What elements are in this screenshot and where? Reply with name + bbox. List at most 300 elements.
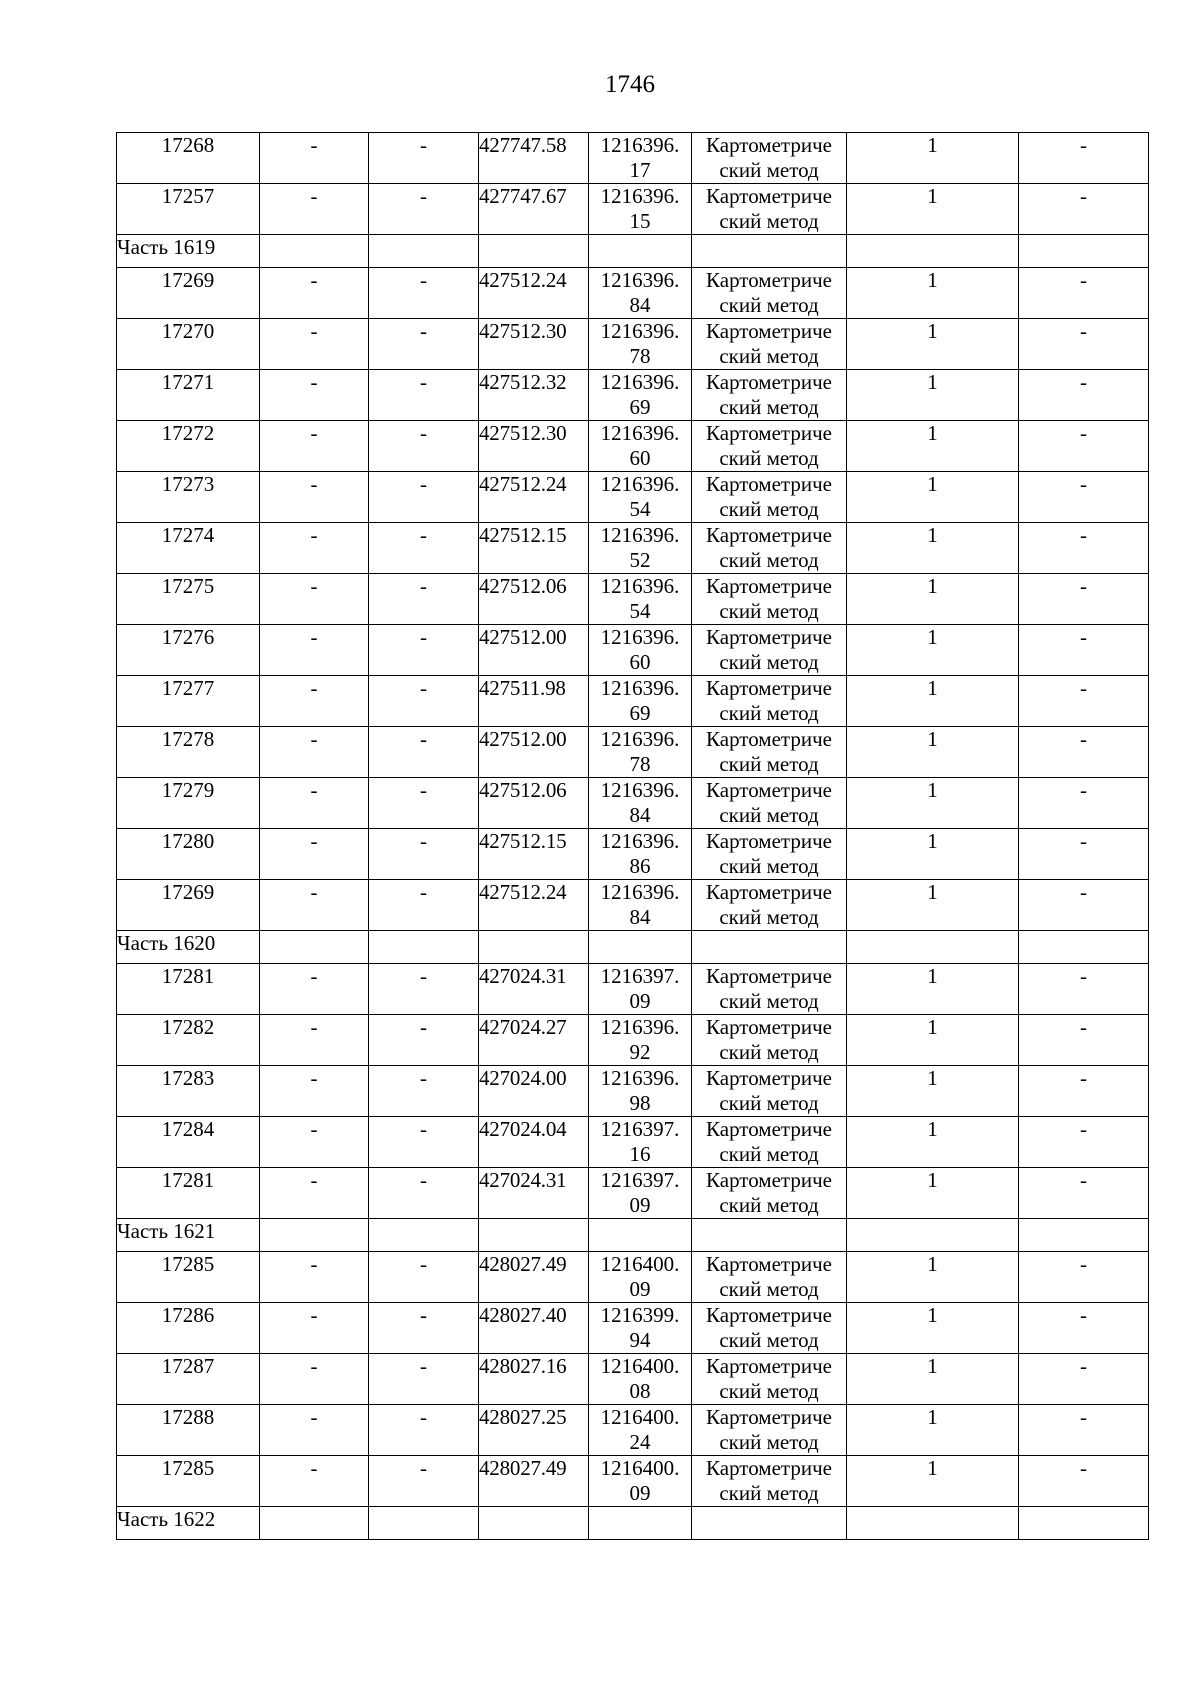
description-cell: - — [1019, 1066, 1149, 1117]
accuracy-cell: 1 — [847, 268, 1019, 319]
method-line2: ский метод — [719, 548, 819, 572]
y-coordinate-part1: 1216396. — [600, 727, 680, 751]
accuracy-cell: 1 — [847, 319, 1019, 370]
table-row — [117, 1252, 1149, 1303]
method-line1: Картометриче — [706, 1015, 832, 1039]
method-line2: ский метод — [719, 1379, 819, 1403]
point-number-cell: 17257 — [117, 184, 260, 235]
accuracy-cell: 1 — [847, 1252, 1019, 1303]
method-line1: Картометриче — [706, 778, 832, 802]
x-coordinate-cell: 428027.16 — [479, 1354, 589, 1405]
empty-cell — [479, 235, 589, 268]
x-coordinate-cell: 428027.40 — [479, 1303, 589, 1354]
table-row — [117, 1168, 1149, 1219]
y-coordinate-part2: 84 — [629, 803, 651, 827]
method-line1: Картометриче — [706, 574, 832, 598]
empty-cell — [589, 931, 692, 964]
description-cell: - — [1019, 625, 1149, 676]
old-y-cell: - — [369, 1015, 479, 1066]
method-cell — [692, 1117, 847, 1168]
method-line2: ский метод — [719, 344, 819, 368]
empty-cell — [369, 1219, 479, 1252]
table-row — [117, 880, 1149, 931]
table-row — [117, 1405, 1149, 1456]
y-coordinate-part2: 98 — [629, 1091, 651, 1115]
point-number-cell: 17284 — [117, 1117, 260, 1168]
method-line2: ский метод — [719, 1040, 819, 1064]
method-line1: Картометриче — [706, 964, 832, 988]
method-cell — [692, 1168, 847, 1219]
section-label: Часть 1619 — [117, 235, 260, 268]
method-line2: ский метод — [719, 395, 819, 419]
y-coordinate-cell — [589, 523, 692, 574]
method-line1: Картометриче — [706, 1354, 832, 1378]
accuracy-cell: 1 — [847, 574, 1019, 625]
y-coordinate-part1: 1216396. — [600, 523, 680, 547]
empty-cell — [260, 1219, 369, 1252]
section-header-row — [117, 1507, 1149, 1540]
empty-cell — [692, 1507, 847, 1540]
y-coordinate-part1: 1216396. — [600, 268, 680, 292]
old-x-cell: - — [260, 625, 369, 676]
method-line2: ский метод — [719, 1193, 819, 1217]
point-number-cell: 17285 — [117, 1456, 260, 1507]
old-y-cell: - — [369, 727, 479, 778]
description-cell: - — [1019, 370, 1149, 421]
y-coordinate-part1: 1216396. — [600, 472, 680, 496]
y-coordinate-part1: 1216396. — [600, 625, 680, 649]
table-row — [117, 1456, 1149, 1507]
method-cell — [692, 1405, 847, 1456]
y-coordinate-part1: 1216397. — [600, 1168, 680, 1192]
old-y-cell: - — [369, 574, 479, 625]
x-coordinate-cell: 427512.24 — [479, 268, 589, 319]
y-coordinate-part2: 69 — [629, 395, 651, 419]
y-coordinate-cell — [589, 727, 692, 778]
method-cell — [692, 319, 847, 370]
accuracy-cell: 1 — [847, 727, 1019, 778]
old-x-cell: - — [260, 1015, 369, 1066]
method-cell — [692, 523, 847, 574]
y-coordinate-part1: 1216400. — [600, 1354, 680, 1378]
y-coordinate-cell — [589, 268, 692, 319]
point-number-cell: 17287 — [117, 1354, 260, 1405]
method-cell — [692, 880, 847, 931]
old-x-cell: - — [260, 727, 369, 778]
x-coordinate-cell: 427024.00 — [479, 1066, 589, 1117]
empty-cell — [692, 235, 847, 268]
point-number-cell: 17271 — [117, 370, 260, 421]
y-coordinate-part2: 09 — [629, 1193, 651, 1217]
method-cell — [692, 133, 847, 184]
y-coordinate-part1: 1216396. — [600, 574, 680, 598]
y-coordinate-cell — [589, 1168, 692, 1219]
description-cell: - — [1019, 1117, 1149, 1168]
table-row — [117, 964, 1149, 1015]
section-header-row — [117, 235, 1149, 268]
method-line2: ский метод — [719, 1091, 819, 1115]
table-row — [117, 133, 1149, 184]
method-cell — [692, 184, 847, 235]
y-coordinate-part2: 92 — [629, 1040, 651, 1064]
method-line2: ский метод — [719, 854, 819, 878]
y-coordinate-part2: 84 — [629, 905, 651, 929]
empty-cell — [1019, 931, 1149, 964]
accuracy-cell: 1 — [847, 778, 1019, 829]
method-line1: Картометриче — [706, 1252, 832, 1276]
method-cell — [692, 1252, 847, 1303]
y-coordinate-part2: 69 — [629, 701, 651, 725]
description-cell: - — [1019, 1354, 1149, 1405]
y-coordinate-part2: 52 — [629, 548, 651, 572]
y-coordinate-cell — [589, 421, 692, 472]
empty-cell — [1019, 1219, 1149, 1252]
empty-cell — [479, 931, 589, 964]
point-number-cell: 17281 — [117, 1168, 260, 1219]
old-x-cell: - — [260, 370, 369, 421]
accuracy-cell: 1 — [847, 829, 1019, 880]
accuracy-cell: 1 — [847, 1354, 1019, 1405]
old-y-cell: - — [369, 1354, 479, 1405]
old-y-cell: - — [369, 268, 479, 319]
method-line1: Картометриче — [706, 472, 832, 496]
method-line1: Картометриче — [706, 727, 832, 751]
y-coordinate-part1: 1216396. — [600, 1066, 680, 1090]
y-coordinate-part2: 54 — [629, 599, 651, 623]
y-coordinate-cell — [589, 1066, 692, 1117]
y-coordinate-part2: 60 — [629, 650, 651, 674]
method-line2: ский метод — [719, 1142, 819, 1166]
description-cell: - — [1019, 268, 1149, 319]
description-cell: - — [1019, 1405, 1149, 1456]
method-line1: Картометриче — [706, 523, 832, 547]
y-coordinate-cell — [589, 829, 692, 880]
table-row — [117, 1303, 1149, 1354]
empty-cell — [260, 1507, 369, 1540]
old-y-cell: - — [369, 1066, 479, 1117]
y-coordinate-part1: 1216396. — [600, 133, 680, 157]
accuracy-cell: 1 — [847, 472, 1019, 523]
old-x-cell: - — [260, 880, 369, 931]
method-cell — [692, 1456, 847, 1507]
method-cell — [692, 268, 847, 319]
method-line2: ский метод — [719, 650, 819, 674]
point-number-cell: 17268 — [117, 133, 260, 184]
method-line2: ский метод — [719, 989, 819, 1013]
y-coordinate-part2: 24 — [629, 1430, 651, 1454]
y-coordinate-cell — [589, 133, 692, 184]
accuracy-cell: 1 — [847, 421, 1019, 472]
x-coordinate-cell: 427024.31 — [479, 964, 589, 1015]
accuracy-cell: 1 — [847, 1405, 1019, 1456]
point-number-cell: 17277 — [117, 676, 260, 727]
y-coordinate-part2: 16 — [629, 1142, 651, 1166]
description-cell: - — [1019, 133, 1149, 184]
old-x-cell: - — [260, 523, 369, 574]
method-line1: Картометриче — [706, 625, 832, 649]
old-x-cell: - — [260, 676, 369, 727]
accuracy-cell: 1 — [847, 1168, 1019, 1219]
accuracy-cell: 1 — [847, 370, 1019, 421]
point-number-cell: 17279 — [117, 778, 260, 829]
old-x-cell: - — [260, 1168, 369, 1219]
method-line2: ский метод — [719, 158, 819, 182]
description-cell: - — [1019, 421, 1149, 472]
empty-cell — [1019, 235, 1149, 268]
old-x-cell: - — [260, 1354, 369, 1405]
method-cell — [692, 574, 847, 625]
x-coordinate-cell: 427512.06 — [479, 778, 589, 829]
description-cell: - — [1019, 880, 1149, 931]
method-line1: Картометриче — [706, 421, 832, 445]
empty-cell — [692, 1219, 847, 1252]
old-y-cell: - — [369, 880, 479, 931]
old-y-cell: - — [369, 1252, 479, 1303]
table-row — [117, 319, 1149, 370]
old-y-cell: - — [369, 133, 479, 184]
description-cell: - — [1019, 727, 1149, 778]
y-coordinate-cell — [589, 1354, 692, 1405]
x-coordinate-cell: 427747.67 — [479, 184, 589, 235]
section-label: Часть 1620 — [117, 931, 260, 964]
y-coordinate-part2: 86 — [629, 854, 651, 878]
x-coordinate-cell: 427512.00 — [479, 625, 589, 676]
method-line1: Картометриче — [706, 319, 832, 343]
old-x-cell: - — [260, 964, 369, 1015]
old-x-cell: - — [260, 319, 369, 370]
accuracy-cell: 1 — [847, 676, 1019, 727]
table-row — [117, 778, 1149, 829]
method-line2: ский метод — [719, 446, 819, 470]
method-cell — [692, 1015, 847, 1066]
point-number-cell: 17283 — [117, 1066, 260, 1117]
description-cell: - — [1019, 319, 1149, 370]
old-y-cell: - — [369, 319, 479, 370]
empty-cell — [479, 1219, 589, 1252]
method-line1: Картометриче — [706, 370, 832, 394]
method-line1: Картометриче — [706, 1456, 832, 1480]
old-x-cell: - — [260, 574, 369, 625]
y-coordinate-part1: 1216396. — [600, 421, 680, 445]
old-x-cell: - — [260, 1117, 369, 1168]
y-coordinate-part2: 09 — [629, 989, 651, 1013]
y-coordinate-part2: 17 — [629, 158, 651, 182]
y-coordinate-part2: 09 — [629, 1277, 651, 1301]
table-row — [117, 472, 1149, 523]
point-number-cell: 17288 — [117, 1405, 260, 1456]
method-cell — [692, 727, 847, 778]
point-number-cell: 17275 — [117, 574, 260, 625]
method-cell — [692, 829, 847, 880]
description-cell: - — [1019, 1252, 1149, 1303]
method-cell — [692, 1066, 847, 1117]
accuracy-cell: 1 — [847, 880, 1019, 931]
description-cell: - — [1019, 1303, 1149, 1354]
y-coordinate-part1: 1216396. — [600, 880, 680, 904]
method-cell — [692, 1303, 847, 1354]
y-coordinate-cell — [589, 1456, 692, 1507]
table-row — [117, 184, 1149, 235]
y-coordinate-cell — [589, 964, 692, 1015]
method-line2: ский метод — [719, 497, 819, 521]
old-y-cell: - — [369, 625, 479, 676]
old-y-cell: - — [369, 370, 479, 421]
method-line2: ский метод — [719, 209, 819, 233]
method-line1: Картометриче — [706, 1405, 832, 1429]
x-coordinate-cell: 427512.00 — [479, 727, 589, 778]
x-coordinate-cell: 427512.24 — [479, 472, 589, 523]
point-number-cell: 17270 — [117, 319, 260, 370]
x-coordinate-cell: 427512.30 — [479, 319, 589, 370]
description-cell: - — [1019, 676, 1149, 727]
description-cell: - — [1019, 574, 1149, 625]
description-cell: - — [1019, 1168, 1149, 1219]
method-line1: Картометриче — [706, 184, 832, 208]
method-line1: Картометриче — [706, 1117, 832, 1141]
point-number-cell: 17269 — [117, 268, 260, 319]
accuracy-cell: 1 — [847, 133, 1019, 184]
x-coordinate-cell: 427024.04 — [479, 1117, 589, 1168]
table-row — [117, 421, 1149, 472]
method-cell — [692, 778, 847, 829]
method-line1: Картометриче — [706, 1168, 832, 1192]
empty-cell — [847, 1219, 1019, 1252]
table-row — [117, 574, 1149, 625]
y-coordinate-cell — [589, 319, 692, 370]
y-coordinate-part1: 1216396. — [600, 370, 680, 394]
y-coordinate-cell — [589, 1015, 692, 1066]
accuracy-cell: 1 — [847, 1117, 1019, 1168]
description-cell: - — [1019, 1015, 1149, 1066]
y-coordinate-part2: 84 — [629, 293, 651, 317]
method-line1: Картометриче — [706, 268, 832, 292]
method-cell — [692, 370, 847, 421]
y-coordinate-cell — [589, 1252, 692, 1303]
empty-cell — [589, 235, 692, 268]
old-x-cell: - — [260, 1405, 369, 1456]
method-cell — [692, 964, 847, 1015]
method-line2: ский метод — [719, 752, 819, 776]
y-coordinate-cell — [589, 574, 692, 625]
accuracy-cell: 1 — [847, 523, 1019, 574]
table-body — [117, 133, 1149, 1540]
method-line1: Картометриче — [706, 676, 832, 700]
description-cell: - — [1019, 829, 1149, 880]
method-cell — [692, 676, 847, 727]
y-coordinate-cell — [589, 184, 692, 235]
old-y-cell: - — [369, 676, 479, 727]
y-coordinate-part2: 54 — [629, 497, 651, 521]
x-coordinate-cell: 427024.27 — [479, 1015, 589, 1066]
x-coordinate-cell: 427024.31 — [479, 1168, 589, 1219]
old-x-cell: - — [260, 1303, 369, 1354]
old-y-cell: - — [369, 421, 479, 472]
y-coordinate-part1: 1216396. — [600, 1015, 680, 1039]
method-line2: ский метод — [719, 1430, 819, 1454]
empty-cell — [260, 235, 369, 268]
old-y-cell: - — [369, 1456, 479, 1507]
method-line2: ский метод — [719, 1277, 819, 1301]
point-number-cell: 17286 — [117, 1303, 260, 1354]
y-coordinate-cell — [589, 778, 692, 829]
y-coordinate-part1: 1216399. — [600, 1303, 680, 1327]
table-row — [117, 370, 1149, 421]
old-y-cell: - — [369, 829, 479, 880]
table-row — [117, 1015, 1149, 1066]
method-line2: ский метод — [719, 1328, 819, 1352]
point-number-cell: 17274 — [117, 523, 260, 574]
table-row — [117, 829, 1149, 880]
old-x-cell: - — [260, 421, 369, 472]
description-cell: - — [1019, 778, 1149, 829]
x-coordinate-cell: 427512.15 — [479, 829, 589, 880]
table-row — [117, 676, 1149, 727]
method-cell — [692, 625, 847, 676]
x-coordinate-cell: 428027.49 — [479, 1456, 589, 1507]
method-line2: ский метод — [719, 905, 819, 929]
old-x-cell: - — [260, 1066, 369, 1117]
empty-cell — [479, 1507, 589, 1540]
empty-cell — [692, 931, 847, 964]
method-line2: ский метод — [719, 599, 819, 623]
table-row — [117, 1117, 1149, 1168]
accuracy-cell: 1 — [847, 964, 1019, 1015]
description-cell: - — [1019, 1456, 1149, 1507]
point-number-cell: 17273 — [117, 472, 260, 523]
x-coordinate-cell: 427747.58 — [479, 133, 589, 184]
method-cell — [692, 1354, 847, 1405]
method-line1: Картометриче — [706, 1303, 832, 1327]
x-coordinate-cell: 427512.32 — [479, 370, 589, 421]
section-label: Часть 1621 — [117, 1219, 260, 1252]
table-row — [117, 1354, 1149, 1405]
point-number-cell: 17280 — [117, 829, 260, 880]
y-coordinate-part1: 1216396. — [600, 778, 680, 802]
y-coordinate-part1: 1216396. — [600, 319, 680, 343]
old-y-cell: - — [369, 523, 479, 574]
y-coordinate-part1: 1216400. — [600, 1252, 680, 1276]
old-y-cell: - — [369, 964, 479, 1015]
y-coordinate-part2: 15 — [629, 209, 651, 233]
point-number-cell: 17269 — [117, 880, 260, 931]
coordinates-table — [116, 132, 1149, 1540]
empty-cell — [260, 931, 369, 964]
table-row — [117, 268, 1149, 319]
old-x-cell: - — [260, 268, 369, 319]
method-line2: ский метод — [719, 293, 819, 317]
y-coordinate-part1: 1216400. — [600, 1456, 680, 1480]
accuracy-cell: 1 — [847, 1015, 1019, 1066]
method-line2: ский метод — [719, 803, 819, 827]
y-coordinate-cell — [589, 1405, 692, 1456]
y-coordinate-cell — [589, 1117, 692, 1168]
old-x-cell: - — [260, 472, 369, 523]
method-line2: ский метод — [719, 1481, 819, 1505]
empty-cell — [847, 1507, 1019, 1540]
x-coordinate-cell: 427512.24 — [479, 880, 589, 931]
old-y-cell: - — [369, 778, 479, 829]
description-cell: - — [1019, 523, 1149, 574]
method-line1: Картометриче — [706, 133, 832, 157]
y-coordinate-part1: 1216397. — [600, 964, 680, 988]
table-row — [117, 625, 1149, 676]
method-line1: Картометриче — [706, 1066, 832, 1090]
y-coordinate-cell — [589, 880, 692, 931]
method-line1: Картометриче — [706, 829, 832, 853]
y-coordinate-part2: 09 — [629, 1481, 651, 1505]
old-y-cell: - — [369, 1303, 479, 1354]
point-number-cell: 17282 — [117, 1015, 260, 1066]
